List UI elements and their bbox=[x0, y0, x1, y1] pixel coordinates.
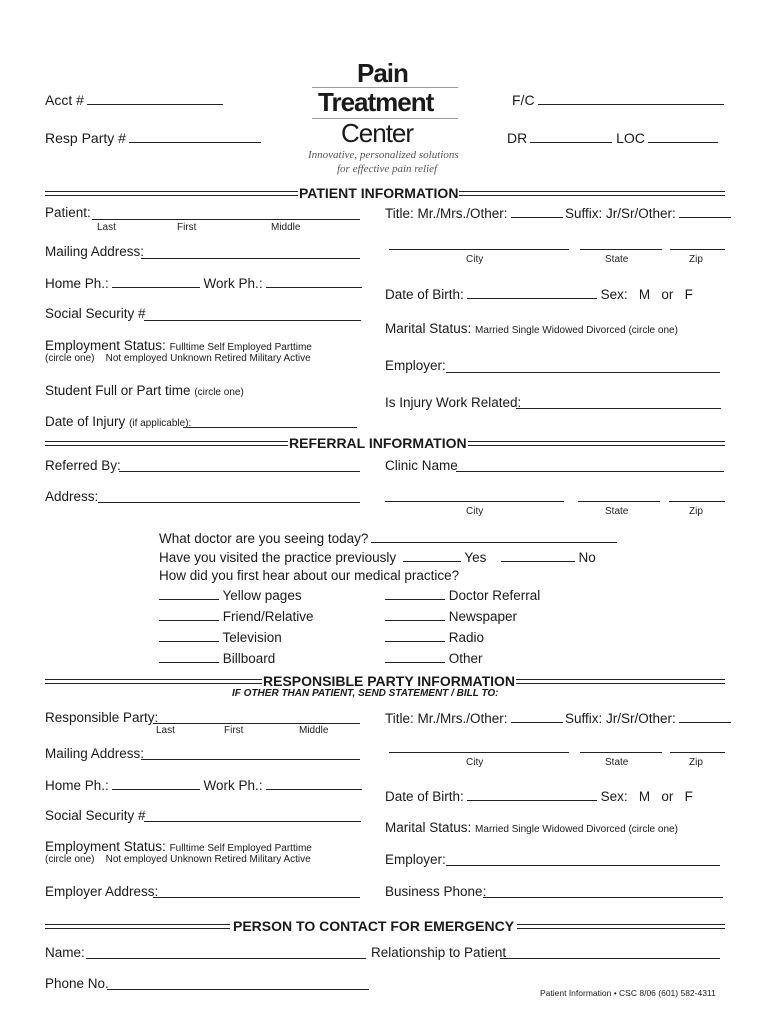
opt-doctor-referral[interactable]: Doctor Referral bbox=[385, 588, 540, 603]
patient-section-header: PATIENT INFORMATION bbox=[299, 185, 459, 201]
resp-business-phone-label: Business Phone: bbox=[385, 884, 487, 899]
visited-question: Have you visited the practice previously Yes No bbox=[159, 550, 596, 565]
emergency-relationship-label: Relationship to Patient bbox=[371, 945, 507, 960]
logo-line3: Center bbox=[341, 118, 414, 148]
patient-city-label: City bbox=[466, 254, 484, 265]
opt-yellow-pages[interactable]: Yellow pages bbox=[159, 588, 302, 603]
referral-state-label: State bbox=[605, 506, 629, 517]
dr-label: DR LOC bbox=[507, 131, 718, 145]
resp-ssn-label: Social Security # bbox=[45, 808, 146, 823]
footer-text: Patient Information • CSC 8/06 (601) 582-4311 bbox=[540, 988, 716, 998]
resp-ssn-field[interactable] bbox=[144, 821, 361, 822]
patient-last-label: Last bbox=[97, 222, 116, 233]
patient-label: Patient: bbox=[45, 205, 91, 220]
resp-state-label: State bbox=[605, 757, 629, 768]
patient-injury-related-label: Is Injury Work Related: bbox=[385, 395, 522, 410]
patient-title-label: Title: Mr./Mrs./Other: bbox=[385, 206, 563, 221]
clinic-name-label: Clinic Name bbox=[385, 458, 458, 473]
patient-ssn-label: Social Security # bbox=[45, 306, 146, 321]
opt-friend[interactable]: Friend/Relative bbox=[159, 609, 314, 624]
doctor-question: What doctor are you seeing today? bbox=[159, 531, 617, 546]
referred-by-field[interactable] bbox=[119, 471, 360, 472]
patient-student-label: Student Full or Part time (circle one) bbox=[45, 383, 244, 398]
logo-tagline-1: Innovative, personalized solutions bbox=[308, 149, 459, 161]
opt-television[interactable]: Television bbox=[159, 630, 282, 645]
resp-business-phone-field[interactable] bbox=[483, 897, 723, 898]
emergency-section-header: PERSON TO CONTACT FOR EMERGENCY bbox=[230, 919, 517, 933]
patient-suffix-label: Suffix: Jr/Sr/Other: bbox=[565, 206, 731, 221]
emergency-phone-field[interactable] bbox=[107, 989, 369, 990]
fc-label: F/C bbox=[512, 93, 724, 107]
opt-newspaper[interactable]: Newspaper bbox=[385, 609, 517, 624]
referral-city-label: City bbox=[466, 506, 484, 517]
patient-employer-field[interactable] bbox=[446, 372, 720, 373]
resp-first-label: First bbox=[224, 725, 244, 736]
resp-city-field[interactable] bbox=[389, 752, 569, 753]
patient-ssn-field[interactable] bbox=[144, 320, 361, 321]
patient-employer-label: Employer: bbox=[385, 358, 446, 373]
emergency-name-label: Name: bbox=[45, 945, 85, 960]
patient-name-field[interactable] bbox=[92, 219, 360, 220]
referral-zip-label: Zip bbox=[689, 506, 703, 517]
resp-party-label: Responsible Party: bbox=[45, 710, 159, 725]
patient-zip-field[interactable] bbox=[670, 249, 725, 250]
acct-label: Acct # bbox=[45, 93, 223, 107]
resp-last-label: Last bbox=[156, 725, 175, 736]
patient-middle-label: Middle bbox=[271, 222, 301, 233]
patient-doi-label: Date of Injury (if applicable): bbox=[45, 414, 192, 429]
resp-city-label: City bbox=[466, 757, 484, 768]
referral-zip-field[interactable] bbox=[669, 501, 725, 502]
referral-address-field[interactable] bbox=[98, 502, 360, 503]
resp-state-field[interactable] bbox=[580, 752, 662, 753]
patient-injury-related-field[interactable] bbox=[516, 408, 721, 409]
patient-mailing-label: Mailing Address: bbox=[45, 244, 145, 259]
emergency-phone-label: Phone No. bbox=[45, 976, 109, 991]
referred-by-label: Referred By: bbox=[45, 458, 121, 473]
referral-section-header: REFERRAL INFORMATION bbox=[289, 435, 467, 451]
resp-employer-field[interactable] bbox=[446, 865, 720, 866]
logo-line2: Treatment bbox=[318, 87, 434, 117]
clinic-name-field[interactable] bbox=[456, 471, 724, 472]
patient-city-field[interactable] bbox=[389, 249, 569, 250]
responsible-subheader: IF OTHER THAN PATIENT, SEND STATEMENT / BILL TO: bbox=[232, 688, 499, 699]
emergency-name-field[interactable] bbox=[86, 958, 366, 959]
resp-home-phone-label: Home Ph.: Work Ph.: bbox=[45, 778, 362, 793]
resp-marital-label: Marital Status: Married Single Widowed Divorced (circle one) bbox=[385, 820, 678, 835]
logo-tagline-2: for effective pain relief bbox=[337, 163, 438, 175]
referral-city-field[interactable] bbox=[385, 501, 564, 502]
resp-party-label: Resp Party # bbox=[45, 131, 261, 145]
opt-other[interactable]: Other bbox=[385, 651, 483, 666]
resp-employment-opts: (circle one) Not employed Unknown Retired Military Active bbox=[45, 854, 311, 865]
patient-zip-label: Zip bbox=[689, 254, 703, 265]
patient-marital-label: Marital Status: Married Single Widowed Divorced (circle one) bbox=[385, 321, 678, 336]
resp-mailing-field[interactable] bbox=[141, 759, 360, 760]
emergency-relationship-field[interactable] bbox=[500, 958, 720, 959]
opt-billboard[interactable]: Billboard bbox=[159, 651, 275, 666]
resp-employer-address-label: Employer Address: bbox=[45, 884, 159, 899]
resp-employer-label: Employer: bbox=[385, 852, 446, 867]
patient-employment-label: Employment Status: Fulltime Self Employed Parttime bbox=[45, 338, 312, 353]
resp-zip-label: Zip bbox=[689, 757, 703, 768]
resp-employment-label: Employment Status: Fulltime Self Employed Parttime bbox=[45, 839, 312, 854]
patient-doi-field[interactable] bbox=[183, 427, 357, 428]
resp-zip-field[interactable] bbox=[670, 752, 725, 753]
patient-dob-label: Date of Birth: Sex: M or F bbox=[385, 287, 693, 302]
resp-suffix-label: Suffix: Jr/Sr/Other: bbox=[565, 711, 731, 726]
referral-address-label: Address: bbox=[45, 489, 99, 504]
patient-employment-opts: (circle one) Not employed Unknown Retired Military Active bbox=[45, 353, 311, 364]
patient-state-field[interactable] bbox=[580, 249, 662, 250]
patient-state-label: State bbox=[605, 254, 629, 265]
patient-home-phone-label: Home Ph.: Work Ph.: bbox=[45, 276, 362, 291]
resp-title-label: Title: Mr./Mrs./Other: bbox=[385, 711, 563, 726]
hear-question: How did you first hear about our medical practice? bbox=[159, 568, 460, 583]
patient-first-label: First bbox=[177, 222, 197, 233]
logo-line1: Pain bbox=[357, 58, 408, 88]
referral-state-field[interactable] bbox=[578, 501, 660, 502]
resp-middle-label: Middle bbox=[299, 725, 329, 736]
resp-dob-label: Date of Birth: Sex: M or F bbox=[385, 789, 693, 804]
opt-radio[interactable]: Radio bbox=[385, 630, 484, 645]
patient-mailing-field[interactable] bbox=[141, 258, 360, 259]
resp-employer-address-field[interactable] bbox=[153, 897, 360, 898]
responsible-section-header: RESPONSIBLE PARTY INFORMATION bbox=[263, 673, 516, 689]
resp-mailing-label: Mailing Address: bbox=[45, 746, 145, 761]
resp-party-field[interactable] bbox=[153, 723, 360, 724]
